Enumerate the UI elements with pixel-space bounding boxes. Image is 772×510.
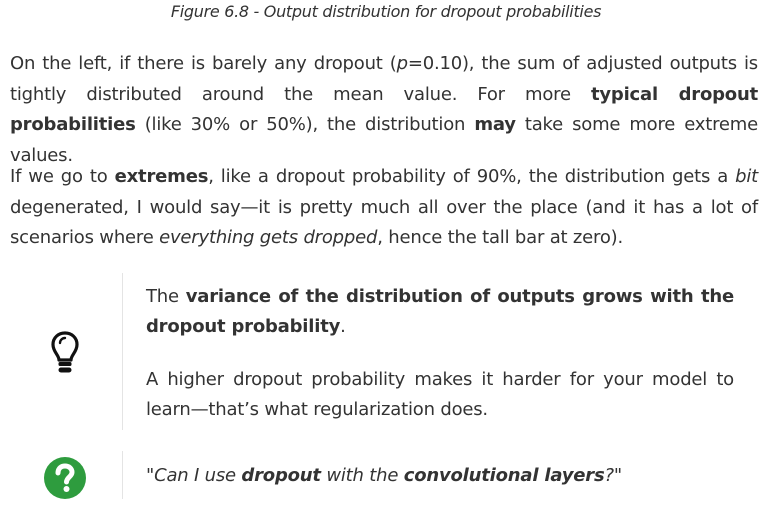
tip-box <box>0 273 772 430</box>
lightbulb-icon <box>50 331 80 379</box>
text-run: degenerated, I would say—it is pretty much all over the place (and it has a lot of scenarios where <box>10 196 758 248</box>
tip-text-variance <box>146 282 734 342</box>
box-divider <box>122 273 123 430</box>
paragraph-dropout-extreme <box>10 162 758 254</box>
text-run: , like a dropout probability of 90%, the distribution gets a <box>208 166 736 187</box>
italic-p: p <box>396 53 408 74</box>
question-mark-icon <box>43 456 87 504</box>
text-run: with the <box>320 465 404 486</box>
text-run: take some more extreme values. <box>10 114 758 166</box>
question-box <box>0 451 772 499</box>
bold-variance: variance of the distribution of outputs grows with the dropout probability <box>146 286 734 337</box>
text-run: =0.10), the sum of adjusted outputs is tightly distributed around the mean value. For more <box>10 53 758 105</box>
figure-caption: Figure 6.8 - Output distribution for dropout probabilities <box>170 2 602 21</box>
text-run: . <box>340 316 346 337</box>
bold-dropout: dropout <box>241 465 321 486</box>
question-mark-icon-svg <box>43 456 87 500</box>
text-run: , hence the tall bar at zero). <box>377 227 624 248</box>
text-run: "Can I use <box>146 465 242 486</box>
italic-everything-dropped: everything gets dropped <box>159 227 378 248</box>
bold-typical-dropout: typical dropout probabilities <box>10 83 758 135</box>
box-divider <box>122 451 123 499</box>
question-text <box>146 461 734 491</box>
text-run: The <box>146 286 186 307</box>
text-run: On the left, if there is barely any dropout ( <box>10 53 397 74</box>
paragraph-dropout-low <box>10 49 758 171</box>
text-run: If we go to <box>10 166 115 187</box>
text-run: ?" <box>604 465 622 486</box>
bold-extremes: extremes <box>114 166 209 187</box>
bold-convolutional-layers: convolutional layers <box>403 465 605 486</box>
tip-text-regularization: A higher dropout probability makes it harder for your model to learn—that’s what regularization does. <box>146 369 734 420</box>
italic-bit: bit <box>735 166 758 187</box>
bold-may: may <box>474 114 516 135</box>
lightbulb-icon-svg <box>50 331 80 375</box>
text-run: (like 30% or 50%), the distribution <box>135 114 475 135</box>
